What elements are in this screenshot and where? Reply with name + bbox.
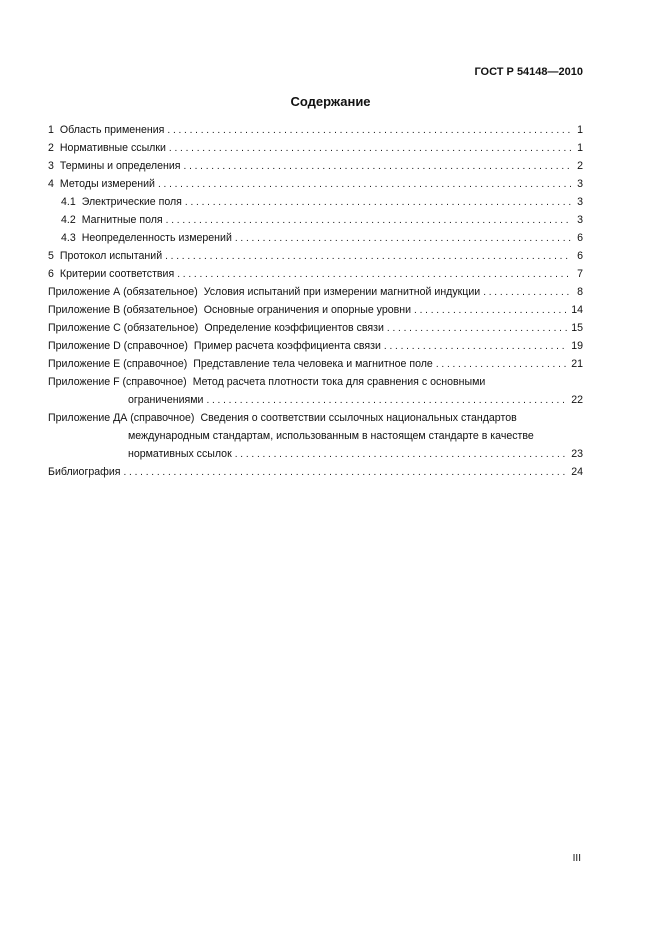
toc-entry-4-2[interactable] xyxy=(48,211,583,229)
toc-text: Пример расчета коэффициента связи xyxy=(193,340,381,352)
toc-number: 3 xyxy=(48,160,54,172)
toc-number: 1 xyxy=(48,124,54,136)
toc-entry-appendix-d[interactable] xyxy=(48,337,583,355)
toc-entry-appendix-a[interactable] xyxy=(48,283,583,301)
toc-entry-appendix-da-continuation[interactable] xyxy=(48,427,583,445)
toc-text: Область применения xyxy=(59,124,165,136)
document-code: ГОСТ Р 54148—2010 xyxy=(474,66,583,78)
toc-page-number: 14 xyxy=(571,304,583,316)
dot-leader xyxy=(206,392,567,410)
dot-leader xyxy=(167,122,571,140)
toc-entry-3[interactable] xyxy=(48,157,583,175)
toc-entry-appendix-c[interactable] xyxy=(48,319,583,337)
toc-number: 4.1 xyxy=(61,196,76,208)
toc-page-number: 24 xyxy=(571,466,583,478)
toc-text: Протокол испытаний xyxy=(59,250,163,262)
dot-leader xyxy=(165,248,571,266)
toc-page-number: 23 xyxy=(571,448,583,460)
toc-page-number: 1 xyxy=(577,124,583,136)
dot-leader xyxy=(185,194,571,212)
dot-leader xyxy=(235,446,567,464)
toc-entry-1[interactable] xyxy=(48,121,583,139)
toc-page-number: 6 xyxy=(577,250,583,262)
dot-leader xyxy=(123,464,567,482)
toc-entry-4-3[interactable] xyxy=(48,229,583,247)
toc-text: Метод расчета плотности тока для сравнения с основными xyxy=(192,376,486,388)
toc-page-number: 3 xyxy=(577,196,583,208)
toc-entry-appendix-f-continuation[interactable] xyxy=(48,391,583,409)
toc-page-number: 22 xyxy=(571,394,583,406)
dot-leader xyxy=(158,176,571,194)
dot-leader xyxy=(414,302,567,320)
toc-text: Нормативные ссылки xyxy=(59,142,166,154)
dot-leader xyxy=(436,356,567,374)
dot-leader xyxy=(184,158,571,176)
dot-leader xyxy=(235,230,571,248)
dot-leader xyxy=(166,212,571,230)
toc-text: Термины и определения xyxy=(59,160,181,172)
toc-text: Основные ограничения и опорные уровни xyxy=(203,304,412,316)
toc-entry-appendix-b[interactable] xyxy=(48,301,583,319)
toc-page-number: 3 xyxy=(577,178,583,190)
toc-entry-4[interactable] xyxy=(48,175,583,193)
toc-entry-bibliography[interactable] xyxy=(48,463,583,481)
toc-entry-appendix-da[interactable] xyxy=(48,409,583,427)
toc-text: Электрические поля xyxy=(81,196,182,208)
appendix-label: Приложение А (обязательное) xyxy=(48,286,198,298)
toc-text-continuation: нормативных ссылок xyxy=(128,448,232,460)
toc-text: Неопределенность измерений xyxy=(81,232,232,244)
toc-text: Условия испытаний при измерении магнитной индукции xyxy=(203,286,481,298)
toc-entry-appendix-f[interactable] xyxy=(48,373,583,391)
table-of-contents xyxy=(48,121,583,481)
page-title: Содержание xyxy=(290,94,371,109)
appendix-label: Приложение Е (справочное) xyxy=(48,358,188,370)
toc-text: Магнитные поля xyxy=(81,214,163,226)
toc-page-number: 21 xyxy=(571,358,583,370)
toc-text: Методы измерений xyxy=(59,178,155,190)
toc-entry-appendix-e[interactable] xyxy=(48,355,583,373)
dot-leader xyxy=(483,284,571,302)
dot-leader xyxy=(387,320,567,338)
dot-leader xyxy=(177,266,571,284)
toc-text: Критерии соответствия xyxy=(59,268,175,280)
toc-entry-4-1[interactable] xyxy=(48,193,583,211)
toc-page-number: 1 xyxy=(577,142,583,154)
toc-text: Библиография xyxy=(48,466,121,478)
appendix-label: Приложение D (справочное) xyxy=(48,340,188,352)
toc-number: 5 xyxy=(48,250,54,262)
toc-page-number: 8 xyxy=(577,286,583,298)
toc-page-number: 15 xyxy=(571,322,583,334)
toc-text: Представление тела человека и магнитное поле xyxy=(193,358,433,370)
toc-number: 4.3 xyxy=(61,232,76,244)
appendix-label: Приложение С (обязательное) xyxy=(48,322,199,334)
toc-text: Определение коэффициентов связи xyxy=(204,322,384,334)
toc-entry-appendix-da-continuation-2[interactable] xyxy=(48,445,583,463)
dot-leader xyxy=(384,338,567,356)
appendix-label: Приложение В (обязательное) xyxy=(48,304,198,316)
toc-entry-5[interactable] xyxy=(48,247,583,265)
toc-number: 2 xyxy=(48,142,54,154)
toc-page-number: 19 xyxy=(571,340,583,352)
appendix-label: Приложение F (справочное) xyxy=(48,376,187,388)
toc-entry-6[interactable] xyxy=(48,265,583,283)
toc-page-number: 3 xyxy=(577,214,583,226)
toc-text-continuation: ограничениями xyxy=(128,394,204,406)
toc-page-number: 2 xyxy=(577,160,583,172)
dot-leader xyxy=(169,140,571,158)
toc-text: Сведения о соответствии ссылочных национальных стандартов xyxy=(200,412,517,424)
toc-number: 4 xyxy=(48,178,54,190)
toc-text-continuation: международным стандартам, использованным в настоящем стандарте в качестве xyxy=(128,430,534,442)
toc-number: 4.2 xyxy=(61,214,76,226)
toc-number: 6 xyxy=(48,268,54,280)
toc-entry-2[interactable] xyxy=(48,139,583,157)
page-number-roman: III xyxy=(572,853,581,864)
toc-page-number: 6 xyxy=(577,232,583,244)
toc-page-number: 7 xyxy=(577,268,583,280)
appendix-label: Приложение ДА (справочное) xyxy=(48,412,195,424)
